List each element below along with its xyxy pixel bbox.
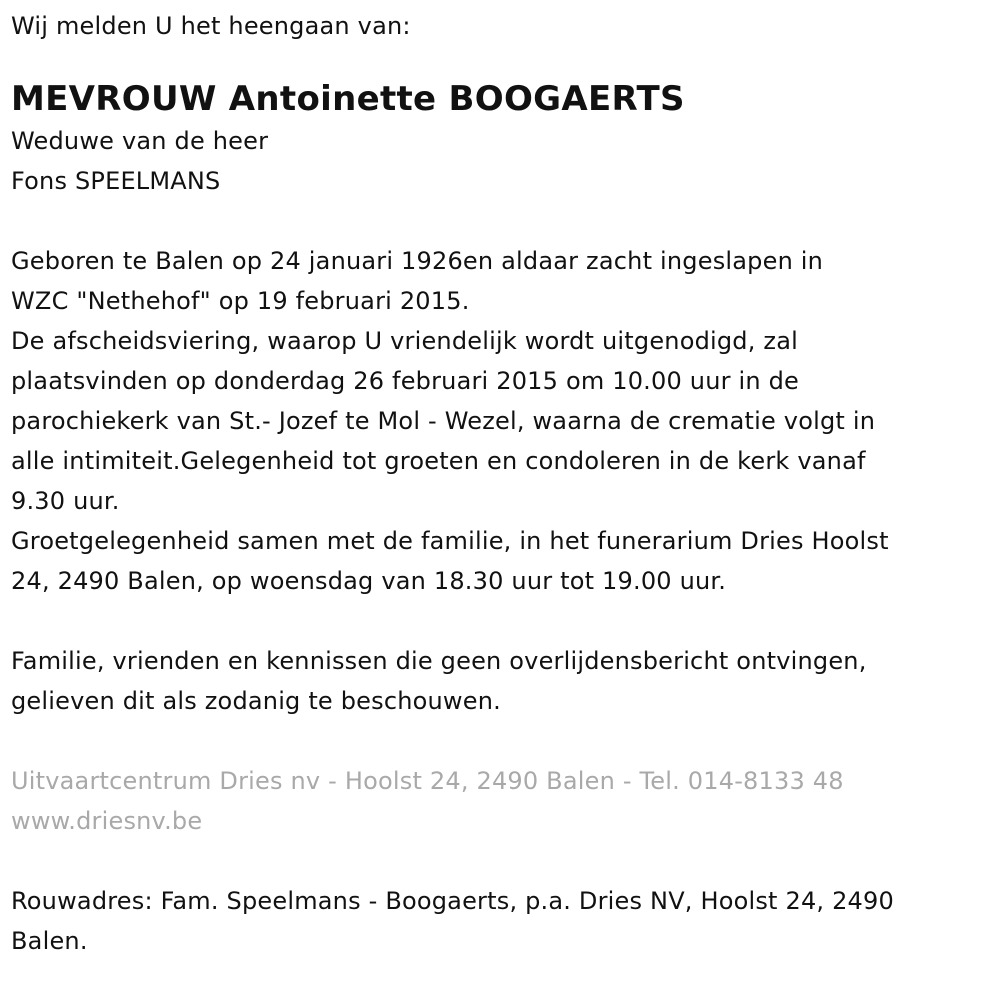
spacer [11,601,991,641]
funeral-home-line: Uitvaartcentrum Dries nv - Hoolst 24, 2490 Balen - Tel. 014-8133 48 [11,767,844,795]
body-line: alle intimiteit.Gelegenheid tot groeten en condoleren in de kerk vanaf [11,447,866,475]
death-notice [11,6,991,961]
spacer [11,721,991,761]
family-line: Familie, vrienden en kennissen die geen overlijdensbericht ontvingen, [11,647,867,675]
widow-line: Fons SPEELMANS [11,167,221,195]
body-line: 24, 2490 Balen, op woensdag van 18.30 uur tot 19.00 uur. [11,567,727,595]
body-line: Groetgelegenheid samen met de familie, in het funerarium Dries Hoolst [11,527,889,555]
address-line: Rouwadres: Fam. Speelmans - Boogaerts, p.a. Dries NV, Hoolst 24, 2490 [11,887,894,915]
body-line: 9.30 uur. [11,487,120,515]
funeral-home-website[interactable]: www.driesnv.be [11,807,203,835]
body-line: plaatsvinden op donderdag 26 februari 2015 om 10.00 uur in de [11,367,800,395]
address-line: Balen. [11,927,88,955]
deceased-name: MEVROUW Antoinette BOOGAERTS [11,79,685,119]
body-line: Geboren te Balen op 24 januari 1926en aldaar zacht ingeslapen in [11,247,824,275]
body-line: De afscheidsviering, waarop U vriendelijk wordt uitgenodigd, zal [11,327,798,355]
widow-line: Weduwe van de heer [11,127,269,155]
body-line: parochiekerk van St.- Jozef te Mol - Wezel, waarna de crematie volgt in [11,407,876,435]
spacer [11,841,991,881]
spacer [11,201,991,241]
intro-text: Wij melden U het heengaan van: [11,12,411,40]
family-line: gelieven dit als zodanig te beschouwen. [11,687,501,715]
body-line: WZC "Nethehof" op 19 februari 2015. [11,287,470,315]
